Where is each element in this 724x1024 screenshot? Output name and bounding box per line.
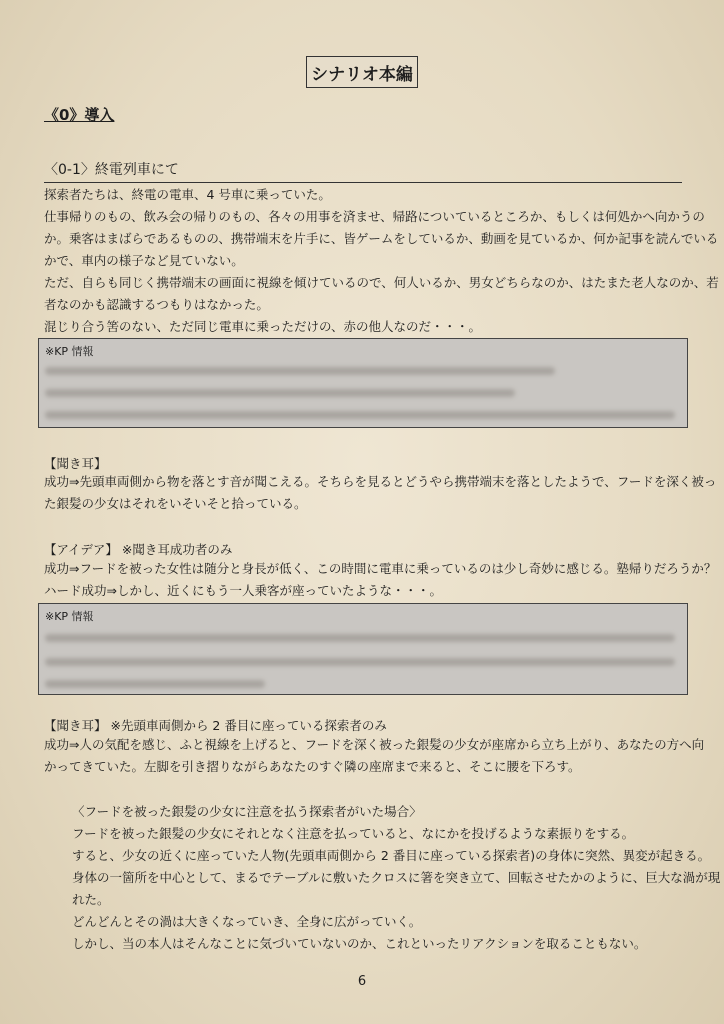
text-line: 者なのかも認識するつもりはなかった。 <box>44 297 269 312</box>
check-result <box>44 734 705 778</box>
check-result <box>44 471 717 515</box>
kp-info-box <box>38 603 688 695</box>
check-result <box>44 558 717 602</box>
redacted-text <box>45 389 515 397</box>
text-line: 成功⇒先頭車両側から物を落とす音が聞こえる。そちらを見るとどうやら携帯端末を落としたようで、フードを深く被っ <box>44 474 717 489</box>
section-heading: 《0》導入 <box>44 106 115 124</box>
text-line: しかし、当の本人はそんなことに気づいていないのか、これといったリアクションを取ることもない。 <box>72 936 647 951</box>
redacted-text <box>45 411 675 419</box>
check-label: 【アイデア】 ※聞き耳成功者のみ <box>44 542 233 557</box>
page-title: シナリオ本編 <box>306 56 418 88</box>
redacted-text <box>45 658 675 666</box>
text-line: どんどんとその渦は大きくなっていき、全身に広がっていく。 <box>72 914 422 929</box>
kp-info-box <box>38 338 688 428</box>
text-line: 〈フードを被った銀髪の少女に注意を払う探索者がいた場合〉 <box>72 804 422 819</box>
intro-paragraph <box>44 184 719 338</box>
conditional-note <box>44 801 721 955</box>
subsection-heading: 〈0-1〉終電列車にて <box>44 159 682 183</box>
text-line: すると、少女の近くに座っていた人物(先頭車両側から 2 番目に座っている探索者)の身体に突然、異変が起きる。 <box>72 848 711 863</box>
text-line: ただ、自らも同じく携帯端末の画面に視線を傾けているので、何人いるか、男女どちらなのか、はたまた老人なのか、若 <box>44 275 719 290</box>
text-line: か。乗客はまばらであるものの、携帯端末を片手に、皆ゲームをしているか、動画を見ているか、何か記事を読んでいる <box>44 231 719 246</box>
redacted-text <box>45 634 675 642</box>
text-line: 身体の一箇所を中心として、まるでテーブルに敷いたクロスに箸を突き立て、回転させたかのように、巨大な渦が現 <box>72 870 721 885</box>
redacted-text <box>45 680 265 688</box>
text-line: ハード成功⇒しかし、近くにもう一人乗客が座っていたような・・・。 <box>44 583 442 598</box>
kp-info-label: ※KP 情報 <box>45 345 94 358</box>
text-line: 成功⇒人の気配を感じ、ふと視線を上げると、フードを深く被った銀髪の少女が座席から立ち上がり、あなたの方へ向 <box>44 737 705 752</box>
text-line: れた。 <box>72 892 110 907</box>
text-line: た銀髪の少女はそれをいそいそと拾っている。 <box>44 496 307 511</box>
text-line: かで、車内の様子など見ていない。 <box>44 253 244 268</box>
text-line: 混じり合う筈のない、ただ同じ電車に乗っただけの、赤の他人なのだ・・・。 <box>44 319 482 334</box>
text-line: 成功⇒フードを被った女性は随分と身長が低く、この時間に電車に乗っているのは少し奇妙に感じる。塾帰りだろうか？ <box>44 561 717 576</box>
check-label: 【聞き耳】 <box>44 456 107 471</box>
check-label: 【聞き耳】 ※先頭車両側から 2 番目に座っている探索者のみ <box>44 718 387 733</box>
text-line: 探索者たちは、終電の電車、4 号車に乗っていた。 <box>44 187 331 202</box>
text-line: フードを被った銀髪の少女にそれとなく注意を払っていると、なにかを投げるような素振りをする。 <box>72 826 635 841</box>
text-line: 仕事帰りのもの、飲み会の帰りのもの、各々の用事を済ませ、帰路についているところか、もしくは何処かへ向かうの <box>44 209 705 224</box>
redacted-text <box>45 367 555 375</box>
page-number: 6 <box>357 974 367 989</box>
kp-info-label: ※KP 情報 <box>45 610 94 623</box>
text-line: かってきていた。左脚を引き摺りながらあなたのすぐ隣の座席まで来ると、そこに腰を下ろす。 <box>44 759 581 774</box>
